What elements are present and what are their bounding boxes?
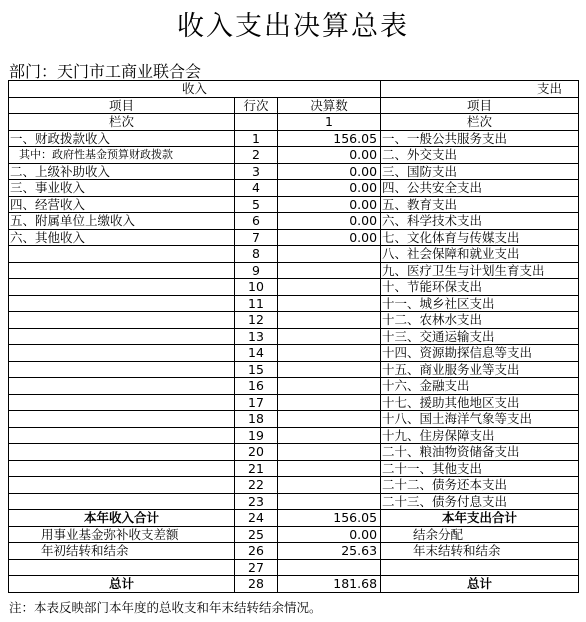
summary-row bbox=[9, 543, 579, 560]
final-amount: 156.05 bbox=[278, 130, 381, 147]
expense-item: 二、外交支出 bbox=[381, 147, 579, 164]
table-row bbox=[9, 411, 579, 428]
table-row bbox=[9, 213, 579, 230]
expense-item: 四、公共安全支出 bbox=[381, 180, 579, 197]
summary-expense-item: 结余分配 bbox=[381, 526, 579, 543]
income-item-header: 项目 bbox=[9, 97, 235, 114]
income-item bbox=[9, 378, 235, 395]
table-row bbox=[9, 477, 579, 494]
income-header: 收入 bbox=[9, 81, 381, 98]
table-row bbox=[9, 163, 579, 180]
income-column-no: 栏次 bbox=[9, 114, 235, 131]
table-row bbox=[9, 444, 579, 461]
row-number: 1 bbox=[235, 130, 278, 147]
summary-amount bbox=[278, 559, 381, 576]
summary-income-item bbox=[9, 559, 235, 576]
expense-item: 八、社会保障和就业支出 bbox=[381, 246, 579, 263]
row-number: 19 bbox=[235, 427, 278, 444]
row-number: 13 bbox=[235, 328, 278, 345]
amount-column-index: 1 bbox=[278, 114, 381, 131]
final-amount: 0.00 bbox=[278, 163, 381, 180]
expense-item: 十六、金融支出 bbox=[381, 378, 579, 395]
row-number: 20 bbox=[235, 444, 278, 461]
expense-item: 十八、国土海洋气象等支出 bbox=[381, 411, 579, 428]
income-item bbox=[9, 460, 235, 477]
final-amount bbox=[278, 427, 381, 444]
income-item bbox=[9, 477, 235, 494]
final-amount bbox=[278, 345, 381, 362]
row-number: 26 bbox=[235, 543, 278, 560]
summary-income-item: 总计 bbox=[9, 576, 235, 593]
expense-item: 十一、城乡社区支出 bbox=[381, 295, 579, 312]
row-number: 15 bbox=[235, 361, 278, 378]
final-amount bbox=[278, 394, 381, 411]
expense-column-no: 栏次 bbox=[381, 114, 579, 131]
income-item: 三、事业收入 bbox=[9, 180, 235, 197]
final-amount: 0.00 bbox=[278, 229, 381, 246]
footnote: 注：本表反映部门本年度的总收支和年末结转结余情况。 bbox=[9, 600, 322, 615]
table-row bbox=[9, 394, 579, 411]
final-amount bbox=[278, 328, 381, 345]
expense-item: 二十、粮油物资储备支出 bbox=[381, 444, 579, 461]
table-row bbox=[9, 229, 579, 246]
row-number: 2 bbox=[235, 147, 278, 164]
expense-item: 二十三、债务付息支出 bbox=[381, 493, 579, 510]
table-row bbox=[9, 460, 579, 477]
final-amount: 0.00 bbox=[278, 196, 381, 213]
row-no-blank bbox=[235, 114, 278, 131]
expense-item: 十、节能环保支出 bbox=[381, 279, 579, 296]
report-title: 收入支出决算总表 bbox=[177, 11, 409, 42]
row-number: 7 bbox=[235, 229, 278, 246]
income-item bbox=[9, 427, 235, 444]
income-item: 一、财政拨款收入 bbox=[9, 130, 235, 147]
expense-item: 一、一般公共服务支出 bbox=[381, 130, 579, 147]
final-amount bbox=[278, 378, 381, 395]
final-amount bbox=[278, 312, 381, 329]
expense-item: 七、文化体育与传媒支出 bbox=[381, 229, 579, 246]
final-amount bbox=[278, 493, 381, 510]
row-number: 27 bbox=[235, 559, 278, 576]
final-amount bbox=[278, 444, 381, 461]
table-row bbox=[9, 295, 579, 312]
income-item bbox=[9, 279, 235, 296]
row-number: 14 bbox=[235, 345, 278, 362]
summary-amount: 25.63 bbox=[278, 543, 381, 560]
table-row bbox=[9, 328, 579, 345]
table-row bbox=[9, 180, 579, 197]
final-amount bbox=[278, 411, 381, 428]
table-row bbox=[9, 246, 579, 263]
row-number: 23 bbox=[235, 493, 278, 510]
expense-item: 十七、援助其他地区支出 bbox=[381, 394, 579, 411]
row-no-header: 行次 bbox=[235, 97, 278, 114]
expense-item: 十九、住房保障支出 bbox=[381, 427, 579, 444]
summary-amount: 156.05 bbox=[278, 510, 381, 527]
row-number: 8 bbox=[235, 246, 278, 263]
income-item bbox=[9, 444, 235, 461]
expense-item: 十五、商业服务业等支出 bbox=[381, 361, 579, 378]
income-item bbox=[9, 493, 235, 510]
income-item: 四、经营收入 bbox=[9, 196, 235, 213]
summary-row bbox=[9, 559, 579, 576]
row-number: 3 bbox=[235, 163, 278, 180]
income-item bbox=[9, 246, 235, 263]
row-number: 22 bbox=[235, 477, 278, 494]
expense-item: 六、科学技术支出 bbox=[381, 213, 579, 230]
summary-row bbox=[9, 526, 579, 543]
row-number: 18 bbox=[235, 411, 278, 428]
summary-expense-item: 年末结转和结余 bbox=[381, 543, 579, 560]
final-amount bbox=[278, 262, 381, 279]
income-item bbox=[9, 345, 235, 362]
summary-income-item: 年初结转和结余 bbox=[9, 543, 235, 560]
income-item: 六、其他收入 bbox=[9, 229, 235, 246]
table-row bbox=[9, 279, 579, 296]
income-item: 其中：政府性基金预算财政拨款 bbox=[9, 147, 235, 164]
table-row bbox=[9, 361, 579, 378]
department-label: 部门：天门市工商业联合会 bbox=[9, 62, 202, 81]
row-number: 17 bbox=[235, 394, 278, 411]
final-amount bbox=[278, 246, 381, 263]
expense-item: 十三、交通运输支出 bbox=[381, 328, 579, 345]
income-item bbox=[9, 411, 235, 428]
row-number: 25 bbox=[235, 526, 278, 543]
final-amount: 0.00 bbox=[278, 180, 381, 197]
summary-row bbox=[9, 510, 579, 527]
income-item bbox=[9, 295, 235, 312]
row-number: 12 bbox=[235, 312, 278, 329]
row-number: 11 bbox=[235, 295, 278, 312]
table-row bbox=[9, 378, 579, 395]
row-number: 28 bbox=[235, 576, 278, 593]
table-row bbox=[9, 147, 579, 164]
final-amount: 0.00 bbox=[278, 213, 381, 230]
summary-row bbox=[9, 576, 579, 593]
table-row bbox=[9, 130, 579, 147]
expense-item-header: 项目 bbox=[381, 97, 579, 114]
expense-item: 五、教育支出 bbox=[381, 196, 579, 213]
income-item: 二、上级补助收入 bbox=[9, 163, 235, 180]
final-amount-header: 决算数 bbox=[278, 97, 381, 114]
income-expense-table bbox=[8, 80, 579, 593]
final-amount bbox=[278, 460, 381, 477]
summary-income-item: 本年收入合计 bbox=[9, 510, 235, 527]
header-row-index bbox=[9, 114, 579, 131]
row-number: 16 bbox=[235, 378, 278, 395]
row-number: 5 bbox=[235, 196, 278, 213]
header-row-section bbox=[9, 81, 579, 98]
row-number: 21 bbox=[235, 460, 278, 477]
final-amount: 0.00 bbox=[278, 147, 381, 164]
row-number: 9 bbox=[235, 262, 278, 279]
row-number: 4 bbox=[235, 180, 278, 197]
income-item bbox=[9, 312, 235, 329]
row-number: 6 bbox=[235, 213, 278, 230]
income-item: 五、附属单位上缴收入 bbox=[9, 213, 235, 230]
table-row bbox=[9, 345, 579, 362]
header-row-columns bbox=[9, 97, 579, 114]
row-number: 24 bbox=[235, 510, 278, 527]
expense-item: 二十二、债务还本支出 bbox=[381, 477, 579, 494]
table-row bbox=[9, 493, 579, 510]
expense-item: 三、国防支出 bbox=[381, 163, 579, 180]
expense-item: 十二、农林水支出 bbox=[381, 312, 579, 329]
summary-expense-item: 总计 bbox=[381, 576, 579, 593]
summary-amount: 0.00 bbox=[278, 526, 381, 543]
final-amount bbox=[278, 361, 381, 378]
expense-item: 二十一、其他支出 bbox=[381, 460, 579, 477]
income-item bbox=[9, 328, 235, 345]
table-row bbox=[9, 312, 579, 329]
income-item bbox=[9, 394, 235, 411]
income-item bbox=[9, 361, 235, 378]
summary-income-item: 用事业基金弥补收支差额 bbox=[9, 526, 235, 543]
expense-item: 十四、资源勘探信息等支出 bbox=[381, 345, 579, 362]
final-amount bbox=[278, 477, 381, 494]
final-amount bbox=[278, 295, 381, 312]
row-number: 10 bbox=[235, 279, 278, 296]
summary-expense-item: 本年支出合计 bbox=[381, 510, 579, 527]
summary-amount: 181.68 bbox=[278, 576, 381, 593]
income-item bbox=[9, 262, 235, 279]
expense-item: 九、医疗卫生与计划生育支出 bbox=[381, 262, 579, 279]
table-row bbox=[9, 196, 579, 213]
expense-header: 支出 bbox=[381, 81, 579, 98]
final-amount bbox=[278, 279, 381, 296]
table-row bbox=[9, 262, 579, 279]
table-row bbox=[9, 427, 579, 444]
summary-expense-item bbox=[381, 559, 579, 576]
